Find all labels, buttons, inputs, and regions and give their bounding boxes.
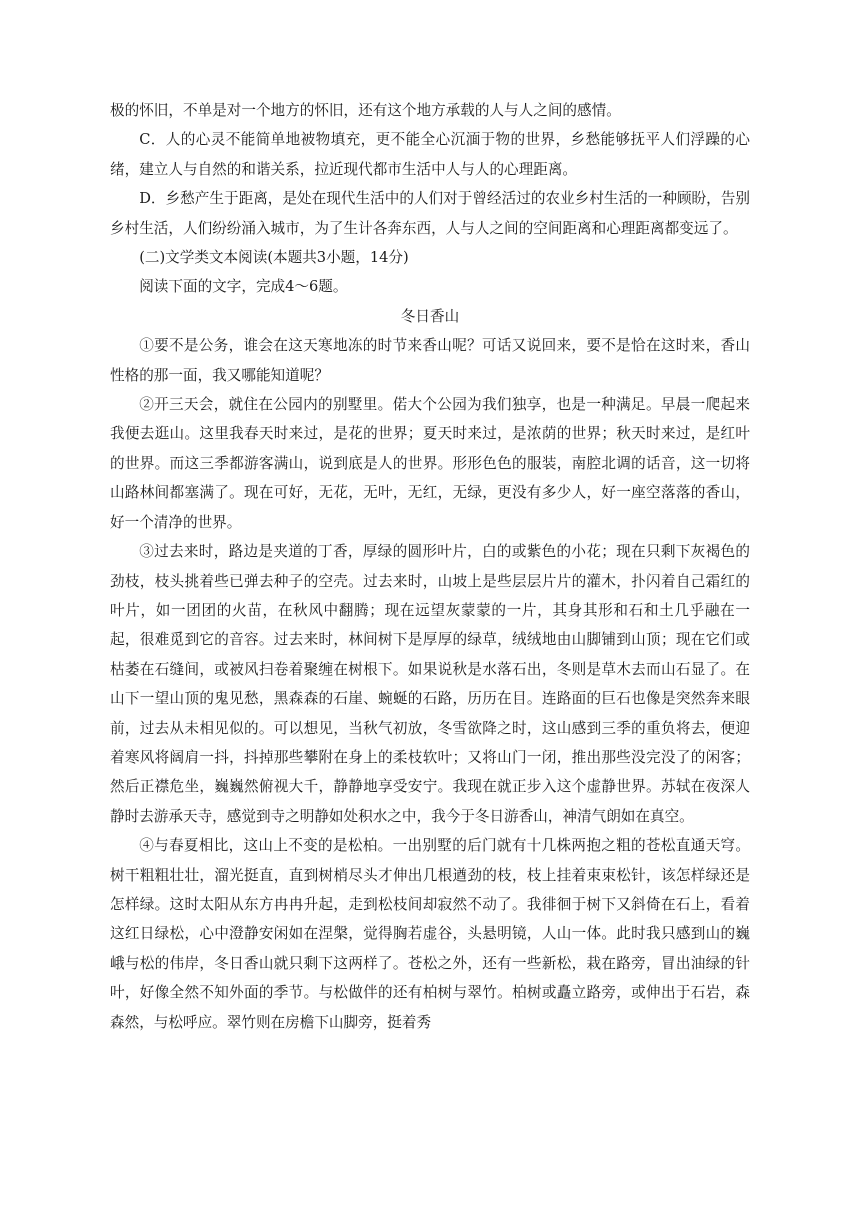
paragraph-3: ③过去来时，路边是夹道的丁香，厚绿的圆形叶片，白的或紫色的小花；现在只剩下灰褐色的劲枝，枝头挑着些已弹去种子的空壳。过去来时，山坡上是些层层片片的灌木，扑闪着自己霜红的叶片，如一团团的火苗，在秋风中翻腾；现在远望灰蒙蒙的一片，其身其形和石和土几乎融在一起，很难觅到它的音容。过去来时，林间树下是厚厚的绿草，绒绒地由山脚铺到山顶；现在它们或枯萎在石缝间，或被风扫卷着聚缠在树根下。如果说秋是水落石出，冬则是草木去而山石显了。在山下一望山顶的鬼见愁，黑森森的石崖、蜿蜒的石路，历历在目。连路面的巨石也像是突然奔来眼前，过去从未相见似的。可以想见，当秋气初放，冬雪欲降之时，这山感到三季的重负将去，便迎着寒风将阔肩一抖，抖掉那些攀附在身上的柔枝软叶；又将山门一闭，推出那些没完没了的闲客；然后正襟危坐，巍巍然俯视大千，静静地享受安宁。我现在就正步入这个虚静世界。苏轼在夜深人静时去游承天寺，感觉到寺之明静如处积水之中，我今于冬日游香山，神清气朗如在真空。 (110, 543, 750, 825)
document-body (110, 96, 750, 1037)
paragraph-1: ①要不是公务，谁会在这天寒地冻的时节来香山呢？可话又说回来，要不是恰在这时来，香山性格的那一面，我又哪能知道呢？ (110, 337, 750, 384)
paragraph-4: ④与春夏相比，这山上不变的是松柏。一出别墅的后门就有十几株两抱之粗的苍松直通天穹。树干粗粗壮壮，溜光挺直，直到树梢尽头才伸出几根遒劲的枝，枝上挂着束束松针，该怎样绿还是怎样绿。这时太阳从东方冉冉升起，走到松枝间却寂然不动了。我徘徊于树下又斜倚在石上，看着这红日绿松，心中澄静安闲如在涅槃，觉得胸若虚谷，头悬明镜，人山一体。此时我只感到山的巍峨与松的伟岸，冬日香山就只剩下这两样了。苍松之外，还有一些新松，栽在路旁，冒出油绿的针叶，好像全然不知外面的季节。与松做伴的还有柏树与翠竹。柏树或矗立路旁，或伸出于石岩，森森然，与松呼应。翠竹则在房檐下山脚旁，挺着秀 (110, 837, 750, 1031)
option-b-continuation: 极的怀旧，不单是对一个地方的怀旧，还有这个地方承载的人与人之间的感情。 (110, 102, 621, 119)
option-d: D．乡愁产生于距离，是处在现代生活中的人们对于曾经活过的农业乡村生活的一种顾盼，告别乡村生活，人们纷纷涌入城市，为了生计各奔东西，人与人之间的空间距离和心理距离都变远了。 (110, 190, 750, 237)
section-heading: (二)文学类文本阅读(本题共3小题，14分) (139, 249, 409, 267)
article-title: 冬日香山 (400, 307, 460, 325)
option-c: C．人的心灵不能简单地被物填充，更不能全心沉湎于物的世界，乡愁能够抚平人们浮躁的心绪，建立人与自然的和谐关系，拉近现代都市生活中人与人的心理距离。 (110, 131, 750, 178)
instruction: 阅读下面的文字，完成4～6题。 (139, 278, 348, 296)
paragraph-2: ②开三天会，就住在公园内的别墅里。偌大个公园为我们独享，也是一种满足。早晨一爬起来我便去逛山。这里我春天时来过，是花的世界；夏天时来过，是浓荫的世界；秋天时来过，是红叶的世界。而这三季都游客满山，说到底是人的世界。形形色色的服装，南腔北调的话音，这一切将山路林间都塞满了。现在可好，无花，无叶，无红，无绿，更没有多少人，好一座空落落的香山，好一个清净的世界。 (110, 396, 750, 531)
